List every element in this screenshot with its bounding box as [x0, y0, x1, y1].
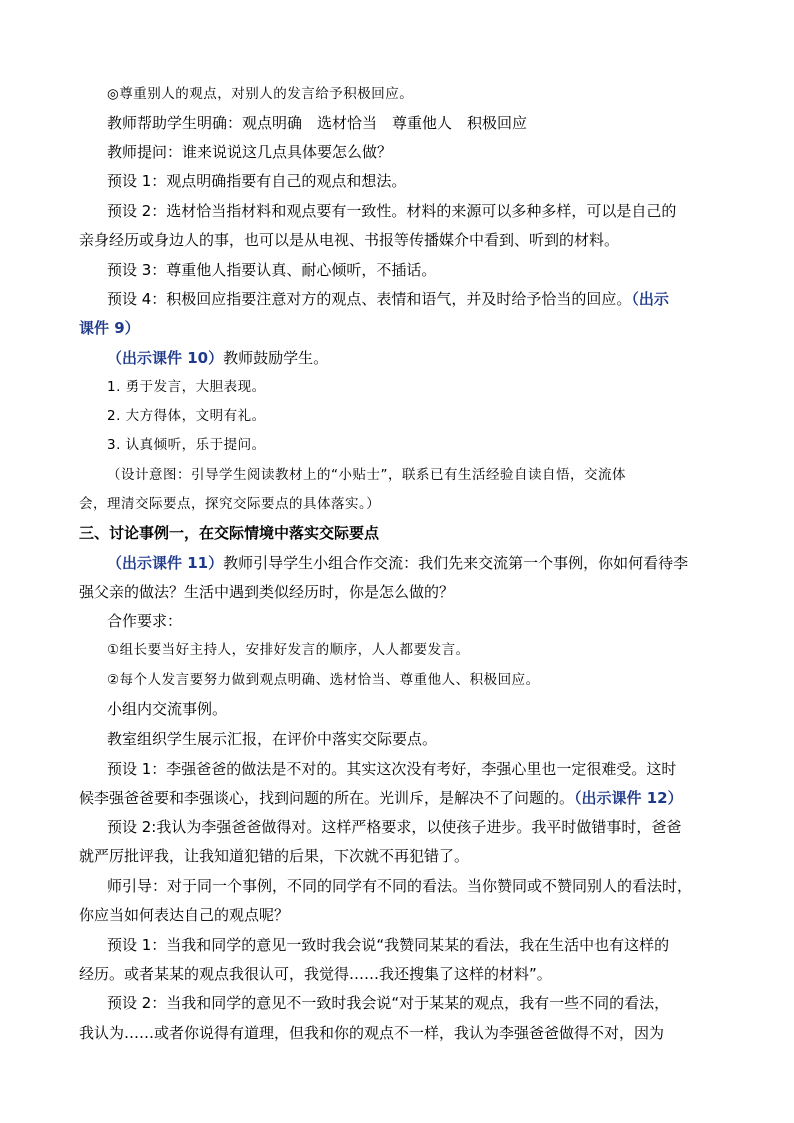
text-line: 教室组织学生展示汇报，在评价中落实交际要点。 [107, 730, 438, 748]
list-item: ②每个人发言要努力做到观点明确、选材恰当、尊重他人、积极回应。 [107, 672, 540, 688]
text-span: 教师鼓励学生。 [223, 349, 329, 367]
text-line: 教师提问：谁来说说这几点具体要怎么做？ [107, 143, 393, 161]
courseware-ref: （出示 [631, 290, 669, 308]
text-line: 教师帮助学生明确：观点明确 选材恰当 尊重他人 积极回应 [107, 114, 528, 132]
list-item: 2. 大方得体，文明有礼。 [107, 408, 266, 424]
text-line: 预设 3：尊重他人指要认真、耐心倾听，不插话。 [107, 261, 437, 279]
text-line: 小组内交流事例。 [107, 700, 228, 718]
list-item: 3. 认真倾听，乐于提问。 [107, 437, 266, 453]
text-line: 合作要求： [107, 612, 183, 630]
text-line [107, 289, 669, 309]
text-span: 教师引导学生小组合作交流：我们先来交流第一个事例，你如何看待李 [223, 554, 689, 572]
courseware-ref: （出示课件 12） [574, 789, 683, 807]
list-item: 1. 勇于发言，大胆表现。 [107, 379, 266, 395]
text-line [107, 553, 688, 573]
text-line: ◎尊重别人的观点，对别人的发言给予积极回应。 [107, 86, 414, 102]
list-item: ①组长要当好主持人，安排好发言的顺序，人人都要发言。 [107, 642, 470, 658]
text-line: 强父亲的做法？生活中遇到类似经历时，你是怎么做的？ [79, 583, 455, 601]
text-span: 候李强爸爸要和李强谈心，找到问题的所在。光训斥，是解决不了问题的。 [79, 789, 575, 807]
text-line: 你应当如何表达自己的观点呢？ [79, 906, 290, 924]
text-line: 预设 2：当我和同学的意见不一致时我会说“对于某某的观点，我有一些不同的看法， [107, 994, 670, 1012]
text-line [79, 788, 683, 808]
courseware-ref: （出示课件 10） [107, 349, 224, 367]
text-line: 预设 1：观点明确指要有自己的观点和想法。 [107, 172, 407, 190]
design-intent: 会，理清交际要点，探究交际要点的具体落实。） [79, 496, 381, 512]
section-heading: 三、讨论事例一，在交际情境中落实交际要点 [79, 524, 380, 542]
text-line: 师引导：对于同一个事例，不同的同学有不同的看法。当你赞同或不赞同别人的看法时， [107, 877, 693, 895]
text-line: 经历。或者某某的观点我很认可，我觉得……我还搜集了这样的材料”。 [79, 965, 552, 983]
courseware-ref: 课件 9） [79, 319, 140, 337]
text-line: 预设 2:我认为李强爸爸做得对。这样严格要求，以使孩子进步。我平时做错事时，爸爸 [107, 818, 682, 836]
text-line: 亲身经历或身边人的事，也可以是从电视、书报等传播媒介中看到、听到的材料。 [79, 231, 620, 249]
text-line: 我认为……或者你说得有道理，但我和你的观点不一样，我认为李强爸爸做得不对，因为 [79, 1024, 665, 1042]
text-line: 就严厉批评我，让我知道犯错的后果，下次就不再犯错了。 [79, 847, 470, 865]
text-line [107, 348, 328, 368]
text-line: 预设 1：当我和同学的意见一致时我会说“我赞同某某的看法，我在生活中也有这样的 [107, 936, 670, 954]
text-line: 预设 2：选材恰当指材料和观点要有一致性。材料的来源可以多种多样，可以是自己的 [107, 202, 677, 220]
text-line: 预设 1：李强爸爸的做法是不对的。其实这次没有考好，李强心里也一定很难受。这时 [107, 760, 677, 778]
text-span: 预设 4：积极回应指要注意对方的观点、表情和语气，并及时给予恰当的回应。 [107, 290, 632, 308]
design-intent: （设计意图：引导学生阅读教材上的“小贴士”，联系已有生活经验自读自悟，交流体 [107, 467, 626, 483]
courseware-ref: （出示课件 11） [107, 554, 224, 572]
